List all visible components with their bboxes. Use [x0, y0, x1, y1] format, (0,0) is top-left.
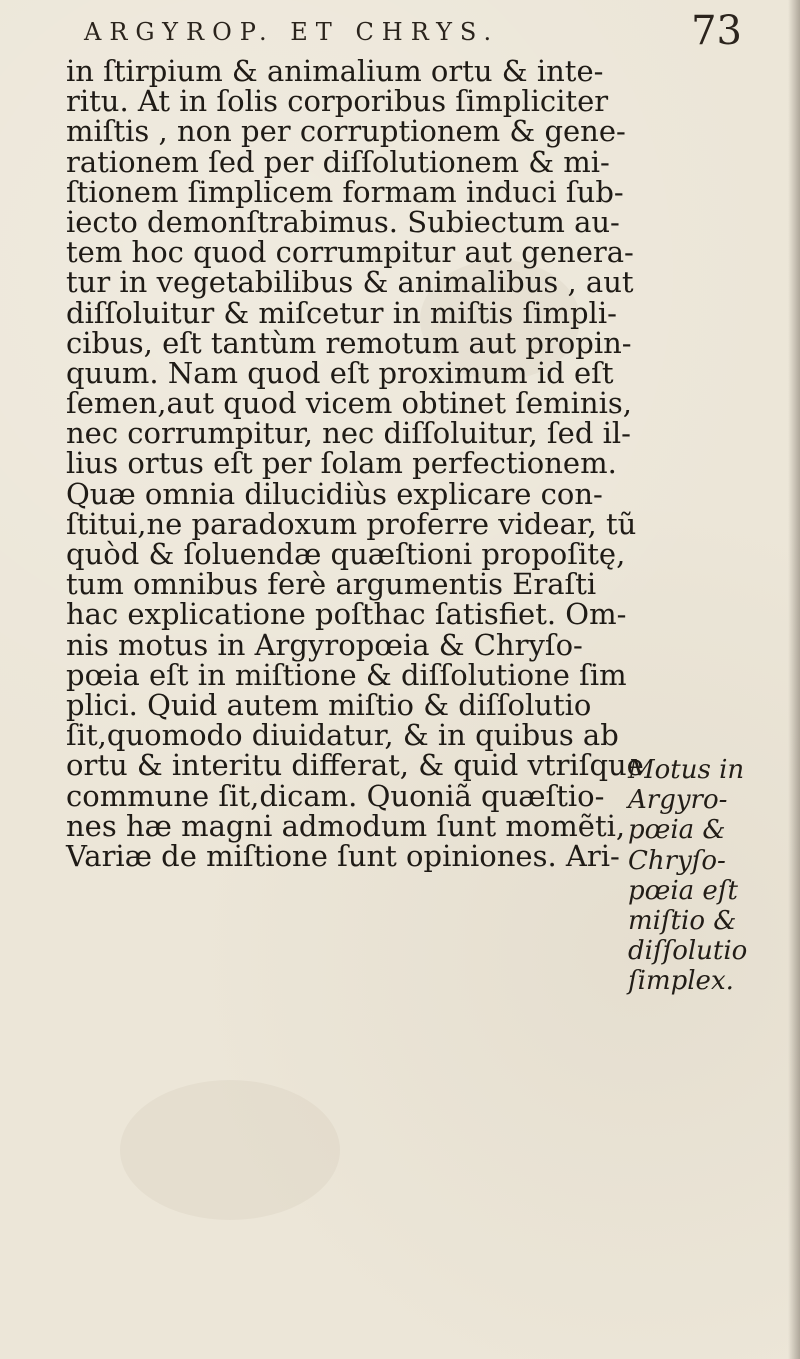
text-line: Quæ omnia dilucidiùs explicare con-: [66, 476, 603, 511]
text-line: quòd & ſoluendæ quæſtioni propoſitę,: [66, 537, 626, 571]
margin-note-line: Chryſo-: [628, 845, 726, 876]
text-line: miſtis , non per corruptionem & gene-: [66, 114, 626, 149]
text-line: ſemen,aut quod vicem obtinet ſeminis,: [66, 386, 632, 421]
text-line: lius ortus eſt per ſolam perfectionem.: [66, 446, 617, 481]
text-line: Variæ de miſtione ſunt opiniones. Ari-: [66, 838, 620, 873]
text-line: ſtionem ſimplicem formam induci ſub-: [66, 174, 624, 209]
text-line: iecto demonſtrabimus. Subiectum au-: [66, 204, 620, 239]
text-line: cibus, eſt tantùm remotum aut propin-: [66, 325, 632, 360]
text-line: nec corrumpitur, nec diſſoluitur, ſed il-: [66, 416, 631, 451]
margin-note-line: Argyro-: [628, 785, 728, 816]
text-line: ſtitui,ne paradoxum proferre videar, tũ: [66, 506, 637, 541]
text-line: rationem ſed per diſſolutionem & mi-: [66, 144, 610, 179]
text-line: diſſoluitur & miſcetur in miſtis ſimpli-: [66, 295, 617, 330]
running-head: ARGYROP. ET CHRYS.: [84, 18, 500, 46]
text-line: ſit,quomodo diuidatur, & in quibus ab: [66, 718, 619, 753]
text-line: ortu & interitu differat, & quid vtriſque: [66, 748, 644, 783]
text-line: nis motus in Argyropœia & Chryſo-: [66, 627, 583, 662]
text-line: plici. Quid autem miſtio & diſſolutio: [66, 687, 592, 722]
page-number: 73: [691, 8, 742, 54]
text-line: pœia eſt in miſtione & diſſolutione ſim: [66, 657, 627, 692]
margin-note-line: miſtio &: [628, 905, 737, 936]
text-line: tur in vegetabilibus & animalibus , aut: [66, 265, 634, 300]
text-line: commune ſit,dicam. Quoniã quæſtio-: [66, 778, 605, 813]
margin-note-line: diſſolutio: [628, 936, 748, 967]
main-text: [66, 54, 644, 873]
paper-stain: [120, 1080, 340, 1220]
text-line: in ſtirpium & animalium ortu & inte-: [66, 54, 604, 88]
text-line: hac explicatione poſthac ſatisfiet. Om-: [66, 597, 627, 632]
margin-note-line: ſimplex.: [628, 966, 734, 997]
header: [72, 8, 800, 60]
text-line: nes hæ magni admodum ſunt momẽti,: [66, 808, 626, 843]
margin-note-line: Motus in: [628, 755, 745, 785]
text-line: tem hoc quod corrumpitur aut genera-: [66, 235, 634, 270]
page-edge-shadow: [788, 0, 800, 1359]
text-line: quum. Nam quod eſt proximum id eſt: [66, 355, 614, 390]
margin-note-line: pœia eſt: [628, 875, 738, 906]
text-line: tum omnibus ferè argumentis Eraſti: [66, 567, 597, 602]
margin-note-line: pœia &: [628, 815, 726, 846]
text-line: ritu. At in ſolis corporibus ſimpliciter: [66, 84, 609, 119]
margin-note: [628, 755, 778, 997]
